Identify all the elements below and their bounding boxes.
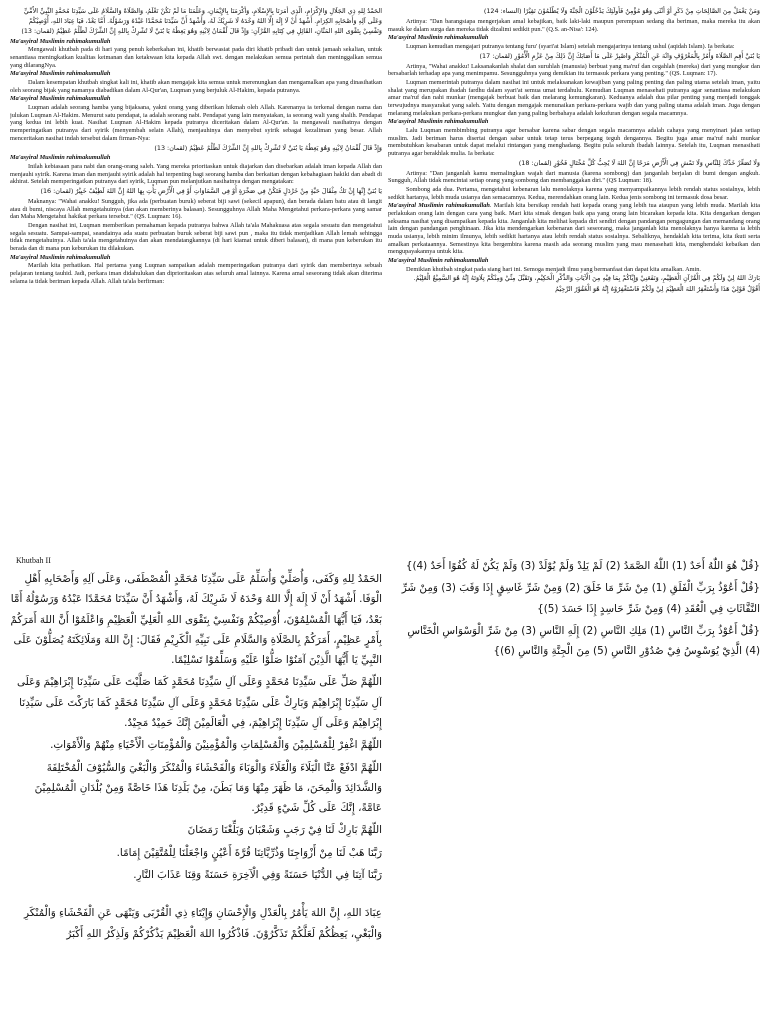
paragraph: Maknanya: "Wahai anakku! Sungguh, jika ada (perbuatan buruk) seberat biji sawi (sekecil apapun), dan berada dalam batu atau di langit atau di bumi, niscaya Allah mengetahuinya (dan akan memberinya balasan). Sesungguhnya Allah Maha Mengetahui perkara-perkara yang samar dan Maha Mengetahui hakikat perkara tersebut." (QS. Luqman: 16). [10,198,382,221]
section-header: Ma'asyiral Muslimin rahimakumullah [388,256,489,264]
khutbah2-line: اللّهُمَّ ادْفَعْ عَنَّا الْبَلَاءَ وَالْغَلَاءَ وَالْوَبَاءَ وَالْفَحْشَاءَ وَالْمُنْكَرَ وَالْبَغْيَ وَالسُّيُوْفَ الْمُخْتَلِفَةَ وَالشَّدَائِدَ وَالْمِحَنَ، مَا ظَهَرَ مِنْهَا وَمَا بَطَنَ، مِنْ بَلَدِنَا هَذَا خَاصَّةً وَمِنْ بُلْدَانِ الْمُسْلِمِيْنَ عَامَّةً، إِنَّكَ عَلَى كُلِّ شَيْءٍ قَدِيْرٌ. [34,761,382,815]
khutbah2-line: رَبَّنَا هَبْ لَنَا مِنْ أَزْوَاجِنَا وَذُرِّيَّاتِنَا قُرَّةَ أَعْيُنٍ وَاجْعَلْنَا لِلْمُتَّقِيْنَ إِمَامًا. [116,846,382,859]
section-header: Ma'asyiral Muslimin rahimakumullah [10,154,111,162]
khutbah2-line [10,887,382,901]
arabic-verse: وَلَا تُصَعِّرْ خَدَّكَ لِلنَّاسِ وَلَا تَمْشِ فِي الْأَرْضِ مَرَحًا إِنَّ اللهَ لَا يُحِبُّ كُلَّ مُخْتَالٍ فَخُوْرٍ (لقمان: 18) [518,158,760,167]
khutbah2-section [10,556,382,1016]
paragraph: Mengawali khutbah pada di hari yang penuh keberkahan ini, khatib berwasiat pada diri khatib pribadi dan untuk jamaah sekalian, untuk senantiasa meningkatkan kualitas keimanan dan ketakwaan kita kepada Allah swt. dengan melakukan semua perintah dan meninggalkan semua yang dilarangNya. [10,46,382,69]
paragraph: Dalam kesempatan khutbah singkat kali ini, khatib akan mengajak kita semua untuk merenungkan dan mengamalkan apa yang dinasihatkan oleh seorang bijak yang namanya diabadikan dalam Al-Qur'an, Luqman yang berjuluk Al-Hakim, kepada putranya. [10,79,382,94]
paragraph: Artinya, "Wahai anakku! Laksanakanlah shalat dan suruhlah (manusia) berbuat yang ma'ruf dan cegahlah (mereka) dari yang mungkar dan bersabarlah terhadap apa yang menimpamu. Sesungguhnya yang demikian itu termasuk perkara yang penting." (QS. Luqman: 17). [388,62,760,78]
khutbah2-line: اللّهُمَّ بَارِكْ لَنَا فِيْ رَجَبٍ وَشَعْبَانَ وَبَلِّغْنَا رَمَضَانَ [187,824,382,837]
khutbah1-right-column [388,6,760,544]
section-header: Ma'asyiral Muslimin rahimakumullah [388,118,489,126]
paragraph: Luqman memerintah putranya dalam nasihat ini untuk melaksanakan kewajiban yang paling penting dan paling utama setelah iman, yaitu shalat yang merupakan ibadah fardhu dalam syari'at semua umat terdahulu. Kemudian Luqman menasehati putranya agar senantiasa melakukan amar ma'ruf dan nahi munkar (mengajak berbuat baik dan melarang kemungkaran). Keduanya adalah dua pilar penting yang menjadi tonggak terwujudnya masyarakat yang saleh. Yaitu dengan mengajak menunaikan perkara-perkara wajib dan yang paling utama adalah iman. Juga dengan melarang melakukan perkara-perkara mungkar dan yang paling berbahaya adalah kekufuran dengan segala macamnya. [388,78,760,117]
arabic-verse: الحَمْدُ لِلهِ ذِي الجَلَالِ وَالإِكْرَامِ، الَّذِي أَمَرَنَا بِالإِسْلَامِ، وَأَكْرَمَنَا بِالإِيْمَانِ، وَعَلَّمَنَا مَا لَمْ نَكُنْ نَعْلَمُ، وَالصَّلَاةُ وَالسَّلَامُ عَلَى سَيِّدِنَا مُحَمَّدٍ النَّبِيِّ الأُمِّيِّ وَعَلَى آلِهِ وَأَصْحَابِهِ الكِرَامِ. أَشْهَدُ أَنْ لَا إِلَهَ إِلَّا اللهُ وَحْدَهُ لَا شَرِيْكَ لَهُ، وَأَشْهَدُ أَنَّ سَيِّدَنَا مُحَمَّدًا عَبْدُهُ وَرَسُوْلُهُ. أَمَّا بَعْدُ، فَيَا عِبَادَ اللهِ، أُوْصِيْكُمْ وَنَفْسِيْ بِتَقْوَى اللهِ المَنَّانِ، القَائِلِ فِي كِتَابِهِ القُرْآنِ: وَإِذْ قَالَ لُقْمَانُ لِابْنِهِ وَهُوَ يَعِظُهُ يَا بُنَيَّ لَا تُشْرِكْ بِاللهِ إِنَّ الشِّرْكَ لَظُلْمٌ عَظِيْمٌ (لقمان: 13) [21,7,382,35]
paragraph [388,202,760,256]
paragraph: Demikian khutbah singkat pada siang hari ini. Semoga menjadi ilmu yang bermanfaat dan dapat kita amalkan. Amin. [406,265,702,273]
arabic-verse: يَا بُنَيَّ إِنَّهَا إِنْ تَكُ مِثْقَالَ حَبَّةٍ مِنْ خَرْدَلٍ فَتَكُنْ فِي صَخْرَةٍ أَوْ فِي السَّمَاوَاتِ أَوْ فِي الْأَرْضِ يَأْتِ بِهَا اللهُ إِنَّ اللهَ لَطِيْفٌ خَبِيْرٌ (لقمان: 16) [40,187,382,196]
surah-text-line: {قُلْ أَعُوْذُ بِرَبِّ النَّاسِ (1) مَلِكِ النَّاسِ (2) إِلَهِ النَّاسِ (3) مِنْ شَرِّ الْوَسْوَاسِ الْخَنَّاسِ (4) الَّذِيْ يُوَسْوِسُ فِيْ صُدُوْرِ النَّاسِ (5) مِنَ الْجِنَّةِ وَالنَّاسِ (6)} [407,624,760,658]
section-header: Ma'asyiral Muslimin rahimakumullah [10,253,111,261]
khutbah2-line: عِبَادَ اللهِ، إِنَّ اللهَ يَأْمُرُ بِالْعَدْلِ وَالْإِحْسَانِ وَإِيْتَاءِ ذِي الْقُرْبَى وَيَنْهَى عَنِ الْفَحْشَاءِ وَالْمُنْكَرِ وَالْبَغْيِ، يَعِظُكُمْ لَعَلَّكُمْ تَذَكَّرُوْنَ. فَاذْكُرُوا اللهَ الْعَظِيْمَ يَذْكُرْكُمْ وَلَذِكْرُ اللهِ أَكْبَرُ [24,907,382,940]
section-header: Ma'asyiral Muslimin rahimakumullah [388,34,489,42]
khutbah2-line: رَبَّنَا آتِنَا فِي الدُّنْيَا حَسَنَةً وَفِي الْآخِرَةِ حَسَنَةً وَقِنَا عَذَابَ النَّارِ. [133,868,382,881]
paragraph: Inilah kebiasaan para nabi dan orang-orang saleh. Yang mereka prioritaskan untuk diajarkan dan disebarkan adalah iman kepada Allah dan menjauhi syirik. Karena iman dan menjauhi syirik adalah hal terpenting bagi seorang hamba dan berkaitan dengan kebahagiaan hakiki dan abadi di akhirat. Setelah memperingatkan putranya dari syirik, Luqman pun melanjutkan nasihatnya dengan mengatakan: [10,163,382,186]
section-header: Ma'asyiral Muslimin rahimakumullah [10,37,111,45]
paragraph: Sombong ada dua. Pertama, mengetahui kebenaran lalu menolaknya karena yang menyampaikannya lebih rendah status sosialnya, lebih sedikit hartanya, lebih muda usianya dan semacamnya. Kedua, merendahkan orang lain. Kedua jenis sombong ini termasuk dosa besar. [388,185,760,201]
arabic-verse: وَإِذْ قَالَ لُقْمَانُ لِابْنِهِ وَهُوَ يَعِظُهُ يَا بُنَيَّ لَا تُشْرِكْ بِاللهِ إِنَّ الشِّرْكَ لَظُلْمٌ عَظِيْمٌ (لقمان: 13) [154,143,382,152]
section-header: Ma'asyiral Muslimin rahimakumullah [10,70,111,78]
arabic-verse: بَارَكَ اللهُ لِيْ وَلَكُمْ فِي الْقُرْآنِ الْعَظِيْمِ، وَنَفَعَنِيْ وَإِيَّاكُمْ بِمَا فِيْهِ مِنَ الْآيَاتِ وَالذِّكْرِ الْحَكِيْمِ، وَتَقَبَّلَ مِنِّيْ وَمِنْكُمْ تِلَاوَتَهُ إِنَّهُ هُوَ السَّمِيْعُ الْعَلِيْمُ. [413,274,760,283]
paragraph: Luqman adalah seorang hamba yang bijaksana, yakni orang yang diberikan hikmah oleh Allah. Karenanya ia terkenal dengan nama dan julukan Luqman Al-Hakim. Menurut satu pendapat, ia adalah seorang nabi. Pendapat yang lain menyatakan, ia seorang wali yang shalih. Pendapat yang kedua ini lebih kuat. Nasihat Luqman Al-Hakim kepada putranya diceritakan dalam Al-Qur'an. Ia mengawali nasihatnya dengan memperingatkan putranya dari syirik (menyembah selain Allah), menjauhinya dan menyebut syirik sebagai kezaliman yang besar. Allah menceritakan nasihat indah tersebut dalam firman-Nya: [10,104,382,142]
surah-text-line: {قُلْ أَعُوْذُ بِرَبِّ الْفَلَقِ (1) مِنْ شَرِّ مَا خَلَقَ (2) وَمِنْ شَرِّ غَاسِقٍ إِذَا وَقَبَ (3) وَمِنْ شَرِّ النَّفَّاثَاتِ فِي الْعُقَدِ (4) وَمِنْ شَرِّ حَاسِدٍ إِذَا حَسَدَ (5)} [401,582,760,615]
paragraph: Dengan nasihat ini, Luqman memberikan pemahaman kepada putranya bahwa Allah ta'ala Mahakuasa atas segala sesuatu dan mengetahui segala sesuatu. Sampai-sampai, seandainya ada suatu perbuatan buruk seberat biji sawi pun , maka itu tidak menjadikan Allah lemah sehingga tidak mengetahuinya. Allah ta'ala mengetahuinya dan akan mendatangkannya (di hari kiamat untuk diberi balasan), di mana pun keberukan itu berada dan di mana pun keburukan itu dilakukan. [10,222,382,253]
khutbah2-title: Khutbah II [16,556,51,565]
khutbah2-line: اللّهُمَّ اغْفِرْ لِلْمُسْلِمِيْنَ وَالْمُسْلِمَاتِ وَالْمُؤْمِنِيْنَ وَالْمُؤْمِنَاتِ الْأَحْيَاءِ مِنْهُمْ وَالْأَمْوَاتِ. [50,739,382,752]
khutbah2-line: اللّهُمَّ صَلِّ عَلَى سَيِّدِنَا مُحَمَّدٍ وَعَلَى آلِ سَيِّدِنَا مُحَمَّدٍ كَمَا صَلَّيْتَ عَلَى سَيِّدِنَا إِبْرَاهِيْمَ وَعَلَى آلِ سَيِّدِنَا إِبْرَاهِيْمَ وَبَارِكْ عَلَى سَيِّدِنَا مُحَمَّدٍ وَعَلَى آلِ سَيِّدِنَا مُحَمَّدٍ كَمَا بَارَكْتَ عَلَى سَيِّدِنَا إِبْرَاهِيْمَ وَعَلَى آلِ سَيِّدِنَا إِبْرَاهِيْمَ، فِي الْعَالَمِيْنَ إِنَّكَ حَمِيْدٌ مَجِيْدٌ. [17,676,382,729]
khutbah2-text [10,569,382,944]
surah-text [392,556,760,661]
section-header: Ma'asyiral Muslimin rahimakumullah [10,95,111,103]
arabic-verse: يَا بُنَيَّ أَقِمِ الصَّلَاةَ وَأْمُرْ بِالْمَعْرُوْفِ وَانْهَ عَنِ الْمُنْكَرِ وَاصْبِرْ عَلَى مَا أَصَابَكَ إِنَّ ذَلِكَ مِنْ عَزْمِ الْأُمُوْرِ (لقمان: 17) [479,51,760,60]
paragraph-text: . Marilah kita bersikap rendah hati kepada orang yang lebih tua ataupun yang lebih muda. Marilah kita perlakukan orang lain dengan cara yang baik. Mari kita simak dengan baik apa yang orang lain bicarakan kepada kita. Kita dengarkan dengan seksama nasihat yang disampaikan kepada kita. Janganlah kita melihat kepada diri sendiri dengan pandangan pengagungan dan memandang orang lain dengan pandangan penghinaan. Jika kita mendengarkan kebenaran dari seseorang, maka janganlah kita menolaknya hanya karena ia lebih muda usianya, lebih minim ilmunya, lebih sedikit hartanya atau lebih rendah status sosialnya. Sebaliknya, hendaklah kita terima, kita ikuti serta amalkan perkataannya. Semestinya kita bergembira karena masih ada seorang muslim yang mau menasehati kita, menghendaki kebaikan dan mengupayakannya untuk kita. [388,202,760,256]
paragraph: Marilah kita perhatikan. Hal pertama yang Luqman sampaikan adalah memperingatkan putranya dari syirik dan memberinya sebuah pelajaran tentang tauhid. Jadi, perkara iman didahulukan dan diprioritaskan atas seluruh amal lainnya. Karena amal seseorang tidak akan diterima selama ia tidak beriman kepada Allah. Allah ta'ala berfirman: [10,262,382,285]
arabic-verse: وَمَنْ يَعْمَلْ مِنَ الصَّالِحَاتِ مِنْ ذَكَرٍ أَوْ أُنْثَى وَهُوَ مُؤْمِنٌ فَأُولَئِكَ يَدْخُلُوْنَ الْجَنَّةَ وَلَا يُظْلَمُوْنَ نَقِيْرًا (النساء: 124) [483,7,760,15]
paragraph: Artinya: "Dan janganlah kamu memalingkan wajah dari manusia (karena sombong) dan janganlah berjalan di bumi dengan angkuh. Sungguh, Allah tidak mencintai setiap orang yang sombong dan membanggakan diri." (QS Luqman: 18). [388,169,760,185]
khutbah2-line: الحَمْدُ لِلهِ وَكَفَى، وَأُصَلِّيْ وَأُسَلِّمُ عَلَى سَيِّدِنَا مُحَمَّدٍ الْمُصْطَفَى، وَعَلَى آلِهِ وَأَصْحَابِهِ أَهْلِ الْوَفَا. أَشْهَدُ أَنْ لَا إِلَهَ إِلَّا اللهُ وَحْدَهُ لَا شَرِيْكَ لَهُ، وَأَشْهَدُ أَنَّ سَيِّدَنَا مُحَمَّدًا عَبْدُهُ وَرَسُوْلُهُ أَمَّا بَعْدُ، فَيَا أَيُّهَا الْمُسْلِمُوْنَ، أُوْصِيْكُمْ وَنَفْسِيْ بِتَقْوَى اللهِ الْعَلِيِّ الْعَظِيْمِ وَاعْلَمُوْا أَنَّ اللهَ أَمَرَكُمْ بِأَمْرٍ عَظِيْمٍ، أَمَرَكُمْ بِالصَّلَاةِ وَالسَّلَامِ عَلَى نَبِيِّهِ الْكَرِيْمِ فَقَالَ: إِنَّ اللهَ وَمَلَائِكَتَهُ يُصَلُّوْنَ عَلَى النَّبِيِّ يَا أَيُّهَا الَّذِيْنَ آمَنُوْا صَلُّوْا عَلَيْهِ وَسَلِّمُوْا تَسْلِيْمًا. [10,573,382,667]
surah-text-line: {قُلْ هُوَ اللّٰهُ أَحَدٌ (1) اللّٰهُ الصَّمَدُ (2) لَمْ يَلِدْ وَلَمْ يُوْلَدْ (3) وَلَمْ يَكُنْ لَهُ كُفُوًا أَحَدٌ (4)} [405,560,760,572]
khutbah1-left-column [10,6,382,544]
section-header: Ma'asyiral Muslimin rahimakumullah [388,202,490,210]
arabic-verse: أَقُوْلُ قَوْلِيْ هَذَا وَأَسْتَغْفِرُ اللهَ الْعَظِيْمَ لِيْ وَلَكُمْ فَاسْتَغْفِرُوْهُ إِنَّهُ هُوَ الْغَفُوْرُ الرَّحِيْمُ [555,285,760,294]
surah-section [392,556,760,856]
paragraph: Lalu Luqman membimbing putranya agar bersabar karena sabar dengan segala macamnya adalah cahaya yang menyinari jalan setiap muslim. Jadi beriman harus disertai dengan sabar untuk tetap terus berpegang teguh dengannya. Begitu juga amar ma'ruf nahi munkar membutuhkan kesabaran untuk dapat melalui rintangan yang menghadang. Begitu pula seluruh ibadah lainnya. Setelah itu, Luqman menasihati putranya agar berakhlak mulia. Ia berkata: [388,126,760,157]
paragraph: Luqman kemudian mengajari putranya tentang furu' (syari'at Islam) setelah mengajarinya tentang ushul (aqidah Islam). Ia berkata: [406,42,735,50]
paragraph: Artinya: "Dan barangsiapa mengerjakan amal kebajikan, baik laki-laki maupun perempuan sedang dia beriman, maka mereka itu akan masuk ke dalam surga dan mereka tidak dizalimi sedikit pun." (Q.S. an-Nisa': 124). [388,17,760,33]
